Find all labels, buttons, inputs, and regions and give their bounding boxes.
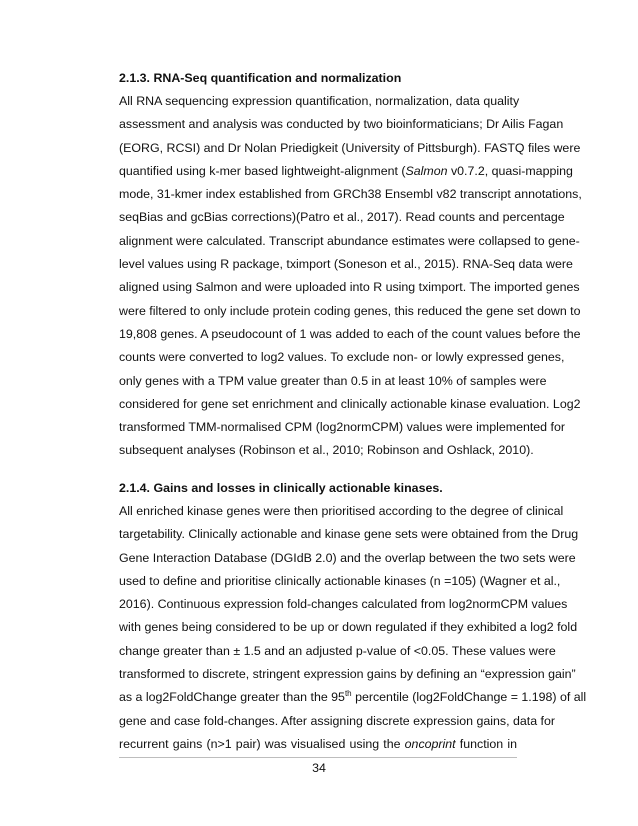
text-line bbox=[119, 663, 576, 686]
text-run: (EORG, RCSI) and Dr Nolan Priedigkeit (University of Pittsburgh). FASTQ files were bbox=[119, 140, 581, 155]
text-run: were filtered to only include protein coding genes, this reduced the gene set down to bbox=[119, 303, 581, 318]
text-run: with genes being considered to be up or down regulated if they exhibited a log2 fold bbox=[119, 620, 578, 635]
text-line bbox=[119, 500, 564, 523]
text-run: only genes with a TPM value greater than 0.5 in at least 10% of samples were bbox=[119, 373, 547, 388]
text-run: as a log2FoldChange greater than the 95 bbox=[119, 690, 345, 705]
text-run: All RNA sequencing expression quantification, normalization, data quality bbox=[119, 94, 520, 108]
text-line bbox=[119, 733, 517, 756]
text-run: level values using R package, tximport (Soneson et al., 2015). RNA-Seq data were bbox=[119, 257, 573, 272]
section-body bbox=[119, 500, 587, 756]
section-body bbox=[119, 90, 582, 463]
text-line bbox=[119, 160, 573, 183]
text-run: considered for gene set enrichment and clinically actionable kinase evaluation. Log2 bbox=[119, 396, 581, 411]
text-run: targetability. Clinically actionable and kinase gene sets were obtained from the Drug bbox=[119, 527, 579, 542]
text-line bbox=[119, 113, 564, 136]
section-rna-seq-quantification bbox=[119, 67, 582, 463]
text-run: seqBias and gcBias corrections)(Patro et al., 2017). Read counts and percentage bbox=[119, 210, 565, 225]
text-run: mode, 31-kmer index established from GRCh38 Ensembl v82 transcript annotations, bbox=[119, 187, 582, 202]
text-run: recurrent gains (n>1 pair) was visualised using the bbox=[119, 736, 405, 751]
text-line bbox=[119, 230, 580, 253]
text-line bbox=[119, 323, 581, 346]
superscript: th bbox=[344, 689, 352, 699]
text-run: All enriched kinase genes were then prioritised according to the degree of clinical bbox=[119, 504, 564, 518]
text-line bbox=[119, 593, 568, 616]
text-line bbox=[119, 370, 547, 393]
section-heading: 2.1.3. RNA-Seq quantification and normalization bbox=[119, 71, 402, 85]
text-run: change greater than ± 1.5 and an adjusted p-value of <0.05. These values were bbox=[119, 643, 556, 658]
text-line bbox=[119, 206, 565, 229]
text-run: subsequent analyses (Robinson et al., 2010; Robinson and Oshlack, 2010). bbox=[119, 443, 534, 458]
text-run: 19,808 genes. A pseudocount of 1 was added to each of the count values before the bbox=[119, 326, 581, 341]
text-line bbox=[119, 640, 556, 663]
text-run: quantified using k-mer based lightweight-alignment ( bbox=[119, 163, 406, 178]
text-line bbox=[119, 300, 581, 323]
text-line bbox=[119, 253, 573, 276]
text-run: Gene Interaction Database (DGIdB 2.0) and the overlap between the two sets were bbox=[119, 550, 576, 565]
text-run: transformed to discrete, stringent expression gains by defining an “expression gain” bbox=[119, 667, 576, 682]
text-run: function in bbox=[455, 736, 517, 751]
section-gains-losses-kinases bbox=[119, 477, 587, 756]
section-heading: 2.1.4. Gains and losses in clinically actionable kinases. bbox=[119, 481, 443, 495]
text-line bbox=[119, 523, 579, 546]
text-line bbox=[119, 439, 534, 462]
text-run: aligned using Salmon and were uploaded into R using tximport. The imported genes bbox=[119, 280, 580, 295]
italic-term: Salmon bbox=[405, 163, 448, 178]
text-run: counts were converted to log2 values. To exclude non- or lowly expressed genes, bbox=[119, 350, 565, 365]
text-line bbox=[119, 686, 587, 709]
text-run: percentile (log2FoldChange = 1.198) of all bbox=[351, 690, 587, 705]
text-line bbox=[119, 183, 582, 206]
text-run: assessment and analysis was conducted by two bioinformaticians; Dr Ailis Fagan bbox=[119, 117, 564, 132]
text-run: 2016). Continuous expression fold-changes calculated from log2normCPM values bbox=[119, 597, 568, 612]
text-line bbox=[119, 137, 581, 160]
text-line bbox=[119, 393, 581, 416]
text-run: alignment were calculated. Transcript abundance estimates were collapsed to gene- bbox=[119, 233, 580, 248]
text-line bbox=[119, 710, 556, 733]
text-run: transformed TMM-normalised CPM (log2normCPM) values were implemented for bbox=[119, 420, 565, 435]
page-number: 34 bbox=[312, 761, 326, 775]
text-line bbox=[119, 547, 576, 570]
text-line bbox=[119, 616, 578, 639]
text-line bbox=[119, 276, 580, 299]
text-line bbox=[119, 416, 565, 439]
footer-divider bbox=[119, 757, 517, 758]
text-line bbox=[119, 90, 520, 113]
text-line bbox=[119, 346, 565, 369]
text-run: v0.7.2, quasi-mapping bbox=[447, 163, 573, 178]
text-run: gene and case fold-changes. After assigning discrete expression gains, data for bbox=[119, 713, 556, 728]
text-run: used to define and prioritise clinically actionable kinases (n =105) (Wagner et al., bbox=[119, 573, 561, 588]
italic-term: oncoprint bbox=[404, 736, 456, 751]
text-line bbox=[119, 570, 561, 593]
